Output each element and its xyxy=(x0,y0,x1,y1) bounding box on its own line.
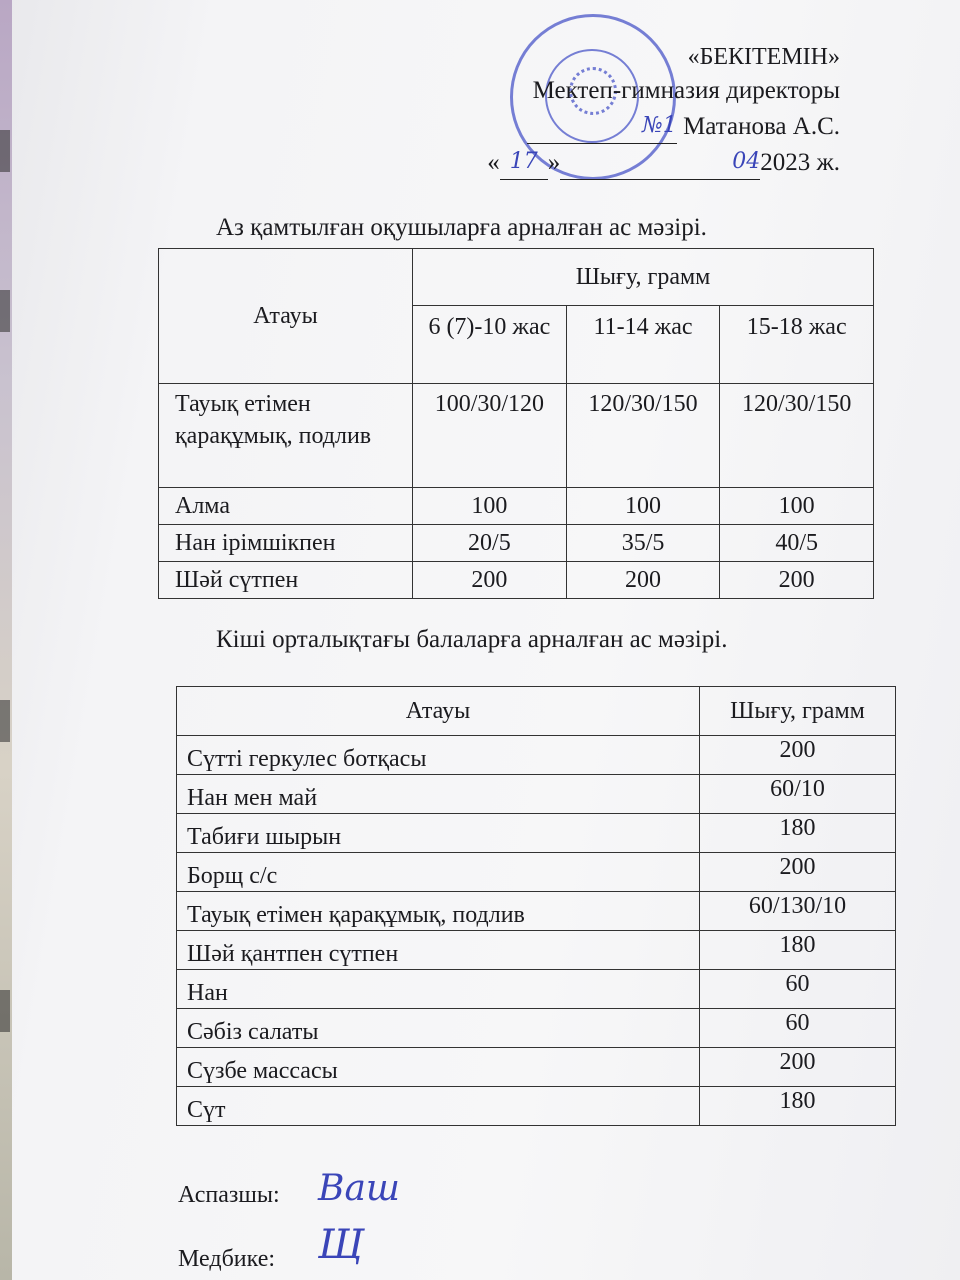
dish-name: Борщ с/с xyxy=(177,853,700,892)
menu2-table xyxy=(176,686,896,1126)
menu1-table xyxy=(158,248,874,599)
approval-signature-line xyxy=(487,108,840,144)
edge-mark xyxy=(0,700,10,742)
dish-name: Тауық етімен қарақұмық, подлив xyxy=(177,892,700,931)
approval-title: «БЕКІТЕМІН» xyxy=(687,44,840,70)
dish-value: 180 xyxy=(700,814,896,853)
table-row xyxy=(177,892,896,931)
dish-value: 20/5 xyxy=(413,525,567,562)
edge-mark xyxy=(0,990,10,1032)
dish-name: Шәй сүтпен xyxy=(159,562,413,599)
approval-date: « 17 » 042023 ж. xyxy=(487,144,840,180)
dish-value: 180 xyxy=(700,1087,896,1126)
dish-name: Сәбіз салаты xyxy=(177,1009,700,1048)
column-header-name: Атауы xyxy=(159,249,413,384)
column-header-output: Шығу, грамм xyxy=(700,687,896,736)
age-group-3: 15-18 жас xyxy=(720,306,874,384)
table-row xyxy=(177,1087,896,1126)
table-header-row xyxy=(159,249,874,306)
dish-name: Алма xyxy=(159,488,413,525)
dish-value: 200 xyxy=(720,562,874,599)
edge-mark xyxy=(0,130,10,172)
dish-name: Тауық етімен қарақұмық, подлив xyxy=(159,384,413,488)
column-header-output: Шығу, грамм xyxy=(413,249,874,306)
dish-value: 180 xyxy=(700,931,896,970)
dish-value: 200 xyxy=(413,562,567,599)
dish-value: 200 xyxy=(700,1048,896,1087)
table-row xyxy=(159,562,874,599)
director-name: Матанова А.С. xyxy=(683,113,840,140)
dish-value: 60 xyxy=(700,1009,896,1048)
dish-name: Сүтті геркулес ботқасы xyxy=(177,736,700,775)
dish-value: 100 xyxy=(566,488,720,525)
nurse-signature: Щ xyxy=(318,1222,364,1268)
cook-label: Аспазшы: xyxy=(178,1182,280,1208)
dish-value: 60/130/10 xyxy=(700,892,896,931)
date-day: 17 xyxy=(509,149,538,174)
dish-value: 200 xyxy=(566,562,720,599)
table-row xyxy=(177,775,896,814)
dish-value: 100 xyxy=(413,488,567,525)
nurse-label: Медбике: xyxy=(178,1246,276,1272)
dish-name: Табиғи шырын xyxy=(177,814,700,853)
table-row xyxy=(159,488,874,525)
date-month: 04 xyxy=(732,149,761,174)
dish-value: 60 xyxy=(700,970,896,1009)
dish-value: 200 xyxy=(700,853,896,892)
table-row xyxy=(159,525,874,562)
table-header-row xyxy=(177,687,896,736)
dish-name: Нан мен май xyxy=(177,775,700,814)
dish-value: 120/30/150 xyxy=(720,384,874,488)
dish-value: 100 xyxy=(720,488,874,525)
approval-block xyxy=(487,40,840,180)
dish-name: Нан xyxy=(177,970,700,1009)
dish-value: 60/10 xyxy=(700,775,896,814)
cook-signature: Ваш xyxy=(318,1168,401,1209)
table-row xyxy=(159,384,874,488)
dish-name: Сүзбе массасы xyxy=(177,1048,700,1087)
dish-value: 200 xyxy=(700,736,896,775)
table-row xyxy=(177,736,896,775)
table-row xyxy=(177,1048,896,1087)
approval-position: Мектеп-гимназия директоры xyxy=(532,77,840,104)
menu1-title: Аз қамтылған оқушыларға арналған ас мәзірі. xyxy=(216,214,707,241)
menu2-title: Кіші орталықтағы балаларға арналған ас мәзірі. xyxy=(216,626,728,653)
director-signature: №1 xyxy=(641,113,677,138)
dish-value: 120/30/150 xyxy=(566,384,720,488)
table-row xyxy=(177,931,896,970)
age-group-1: 6 (7)-10 жас xyxy=(413,306,567,384)
date-year: 2023 ж. xyxy=(760,149,840,176)
dish-name: Шәй қантпен сүтпен xyxy=(177,931,700,970)
dish-name: Нан ірімшікпен xyxy=(159,525,413,562)
dish-name: Сүт xyxy=(177,1087,700,1126)
page-edge xyxy=(0,0,12,1280)
dish-value: 100/30/120 xyxy=(413,384,567,488)
dish-value: 35/5 xyxy=(566,525,720,562)
edge-mark xyxy=(0,290,10,332)
dish-value: 40/5 xyxy=(720,525,874,562)
table-row xyxy=(177,970,896,1009)
column-header-name: Атауы xyxy=(177,687,700,736)
age-group-2: 11-14 жас xyxy=(566,306,720,384)
table-row xyxy=(177,814,896,853)
table-row xyxy=(177,1009,896,1048)
table-row xyxy=(177,853,896,892)
